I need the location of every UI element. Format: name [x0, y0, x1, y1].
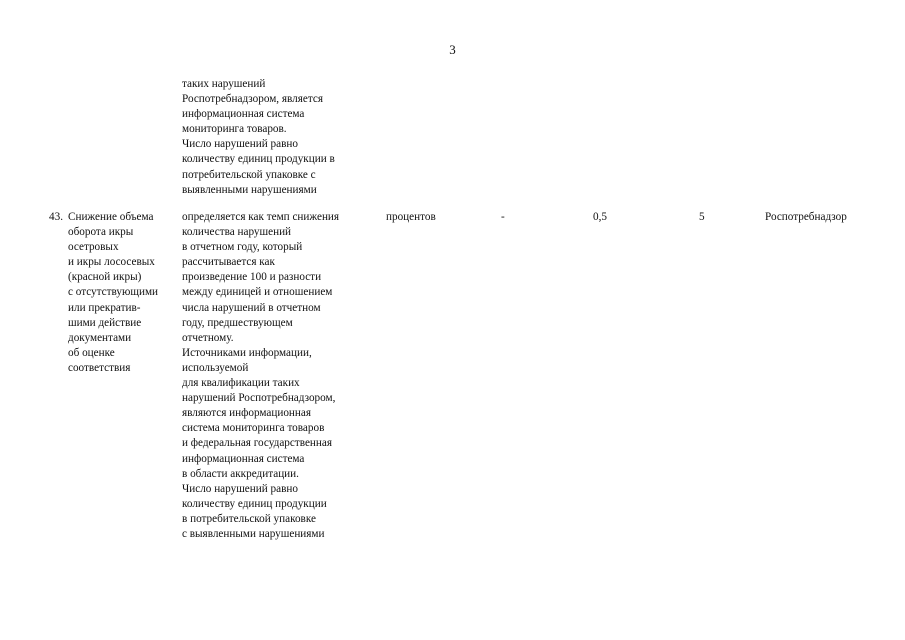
text-line: являются информационная — [182, 407, 312, 420]
text-line: Источниками информации, — [182, 346, 312, 359]
text-line: произведение 100 и разности — [182, 271, 322, 284]
text-line: Число нарушений равно — [182, 138, 298, 151]
text-line: Снижение объема — [68, 211, 154, 223]
text-line: оборота икры — [68, 226, 134, 239]
text-line: рассчитывается как — [182, 256, 275, 269]
unit-cell: процентов — [386, 211, 436, 223]
text-line: шими действие — [68, 316, 142, 329]
text-line: между единицей и отношением — [182, 286, 333, 299]
text-line: (красной икры) — [68, 271, 142, 284]
text-line: с выявленными нарушениями — [182, 527, 325, 540]
text-line: и федеральная государственная — [182, 437, 333, 450]
text-line: об оценке — [68, 346, 115, 359]
text-line: году, предшествующем — [182, 316, 293, 329]
text-line: и икры лососевых — [68, 256, 155, 269]
text-line: с отсутствующими — [68, 286, 159, 299]
text-line: определяется как темп снижения — [182, 211, 340, 223]
row-number: 43. — [49, 211, 63, 223]
text-line: потребительской упаковке с — [182, 168, 316, 181]
text-line: в отчетном году, который — [182, 241, 303, 254]
indicator-name-cell — [68, 210, 158, 376]
text-line: используемой — [182, 361, 249, 374]
text-line: в потребительской упаковке — [182, 512, 316, 525]
text-line: таких нарушений — [182, 78, 266, 90]
text-line: количеству единиц продукции — [182, 497, 327, 510]
text-line: система мониторинга товаров — [182, 422, 325, 435]
page-number: 3 — [449, 42, 456, 57]
text-line: осетровых — [68, 241, 119, 254]
text-line: Число нарушений равно — [182, 482, 298, 495]
text-line: выявленными нарушениями — [182, 183, 317, 196]
text-line: соответствия — [68, 361, 131, 374]
text-line: числа нарушений в отчетном — [182, 301, 321, 314]
text-line: информационная система — [182, 108, 305, 121]
value-cell-2: 5 — [699, 211, 705, 223]
value-cell-1: 0,5 — [593, 211, 607, 223]
text-line: в области аккредитации. — [182, 467, 299, 480]
continued-method-cell — [182, 77, 335, 198]
text-line: мониторинга товаров. — [182, 123, 287, 136]
text-line: документами — [68, 331, 132, 344]
text-line: Роспотребнадзором, является — [182, 93, 323, 106]
responsible-agency-cell: Роспотребнадзор — [765, 211, 847, 223]
text-line: отчетному. — [182, 331, 234, 344]
text-line: информационная система — [182, 452, 305, 465]
calculation-method-cell — [182, 210, 339, 542]
text-line: количеству единиц продукции в — [182, 153, 335, 166]
base-value-cell: - — [501, 211, 505, 223]
text-line: количества нарушений — [182, 226, 292, 239]
text-line: для квалификации таких — [182, 377, 300, 390]
text-line: нарушений Роспотребнадзором, — [182, 392, 336, 405]
text-line: или прекратив- — [68, 301, 141, 314]
